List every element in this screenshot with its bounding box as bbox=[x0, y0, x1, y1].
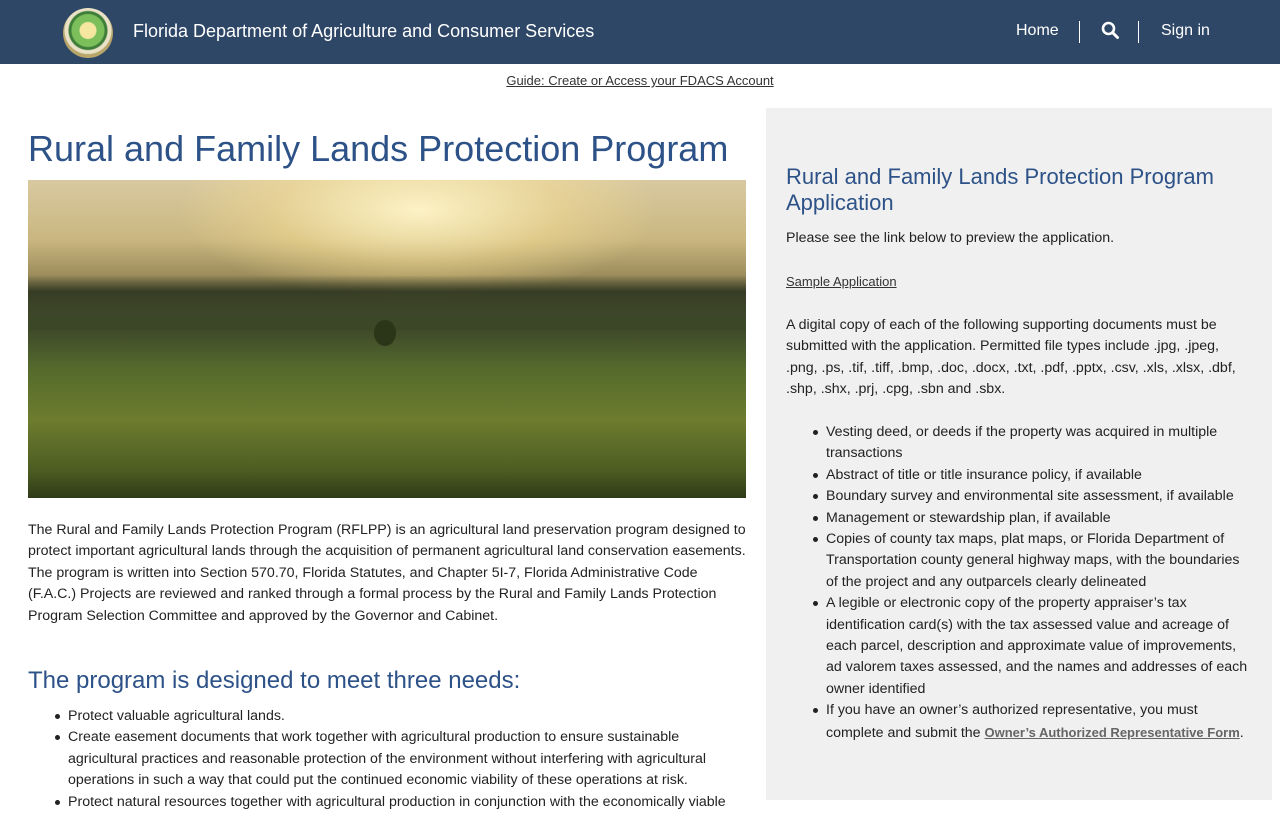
application-heading: Rural and Family Lands Protection Program Application bbox=[786, 164, 1214, 215]
fdacs-seal-icon[interactable] bbox=[63, 8, 113, 58]
supporting-documents-intro: A digital copy of each of the following supporting documents must be submitted with the application. Permitted file types include .jpg, .jpeg, .png, .ps, .tif, .tiff, .bmp, .doc, .docx, .txt, .pdf, .pptx, .csv, .xls, .xlsx, .dbf, .shp, .shx, .prj, .cpg, .sbn and .sbx. bbox=[786, 317, 1236, 398]
representative-text-suffix: . bbox=[1239, 724, 1244, 741]
document-list-item: Vesting deed, or deeds if the property was acquired in multiple transactions bbox=[826, 422, 1252, 465]
nav-home-link[interactable]: Home bbox=[1016, 22, 1059, 39]
needs-heading: The program is designed to meet three needs: bbox=[28, 667, 521, 694]
document-list-item: A legible or electronic copy of the property appraiser’s tax identification card(s) with the tax assessed value and acreage of each parcel, description and approximate value of improvements, ad valorem taxes assessed, and the names and addresses of each owner identified bbox=[826, 593, 1252, 700]
nav-divider bbox=[1138, 21, 1139, 43]
needs-list-item: Protect natural resources together with agricultural production in conjunction with the economically viable bbox=[68, 792, 748, 813]
document-list-item: Management or stewardship plan, if available bbox=[826, 508, 1252, 529]
authorized-representative-form-link[interactable]: Owner’s Authorized Representative Form bbox=[984, 724, 1240, 740]
farmland-sunrise-image bbox=[28, 180, 746, 498]
hero-image-tree bbox=[374, 320, 396, 346]
account-guide-link[interactable]: Guide: Create or Access your FDACS Account bbox=[506, 73, 774, 88]
needs-list-item: Create easement documents that work together with agricultural production to ensure sustainable agricultural practices and reasonable protection of the environment without interfering with agricultural operations in such a way that could put the continued economic viability of these operations at risk. bbox=[68, 727, 748, 791]
top-navigation-bar bbox=[0, 0, 1280, 64]
needs-list bbox=[68, 706, 748, 813]
site-title-link[interactable]: Florida Department of Agriculture and Consumer Services bbox=[133, 21, 595, 41]
representative-text: If you have an owner’s authorized representative, you must complete and submit the bbox=[826, 702, 1198, 741]
sign-in-link[interactable]: Sign in bbox=[1161, 22, 1210, 39]
document-list-item bbox=[826, 700, 1252, 744]
nav-divider bbox=[1079, 21, 1080, 43]
supporting-documents-list bbox=[826, 422, 1252, 744]
sample-application-link[interactable]: Sample Application bbox=[786, 274, 897, 289]
document-list-item: Boundary survey and environmental site assessment, if available bbox=[826, 486, 1252, 507]
preview-text: Please see the link below to preview the application. bbox=[786, 230, 1115, 246]
needs-list-item: Protect valuable agricultural lands. bbox=[68, 706, 748, 727]
document-list-item: Copies of county tax maps, plat maps, or Florida Department of Transportation county general highway maps, with the boundaries of the project and any outparcels clearly delineated bbox=[826, 529, 1252, 593]
search-icon[interactable] bbox=[1101, 21, 1119, 39]
account-guide-banner bbox=[0, 73, 1280, 88]
program-intro-paragraph: The Rural and Family Lands Protection Program (RFLPP) is an agricultural land preservation program designed to protect important agricultural lands through the acquisition of permanent agricultural land conservation easements. The program is written into Section 570.70, Florida Statutes, and Chapter 5I-7, Florida Administrative Code (F.A.C.) Projects are reviewed and ranked through a formal process by the Rural and Family Lands Protection Program Selection Committee and approved by the Governor and Cabinet. bbox=[28, 522, 746, 624]
page-title: Rural and Family Lands Protection Program bbox=[28, 128, 729, 169]
document-list-item: Abstract of title or title insurance policy, if available bbox=[826, 465, 1252, 486]
